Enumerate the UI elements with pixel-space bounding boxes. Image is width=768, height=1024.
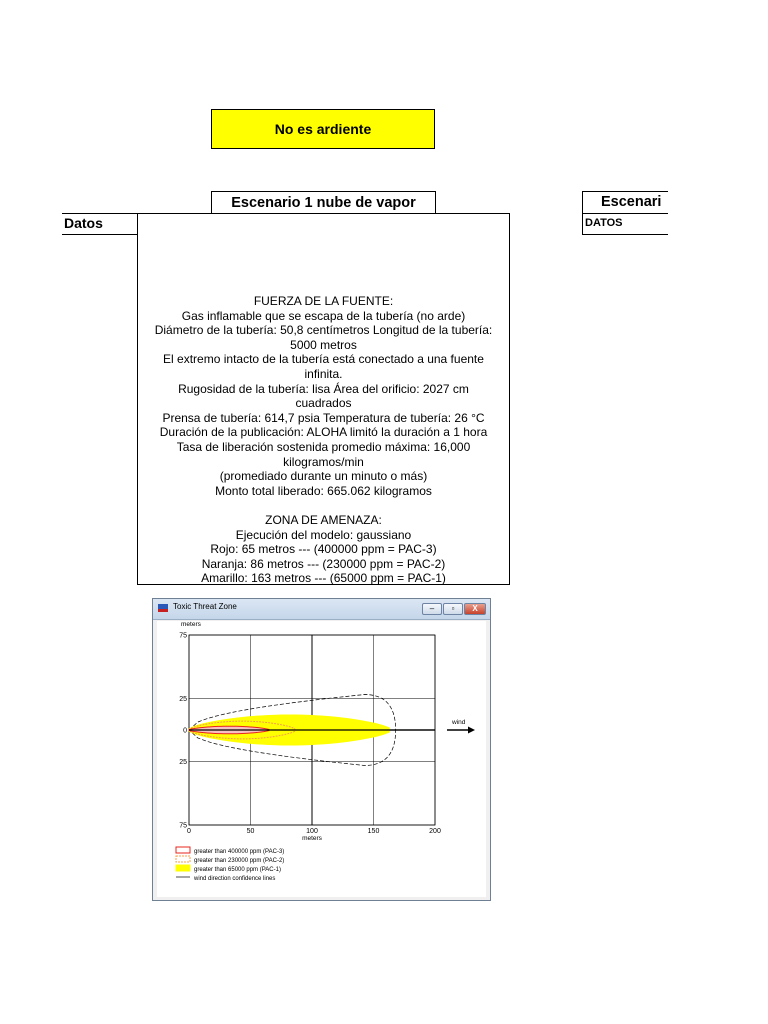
legend-swatch-orange [176, 856, 190, 862]
y-tick-label: 0 [183, 727, 187, 735]
y-tick-label: 75 [179, 822, 187, 830]
detail-line: 5000 metros [290, 337, 357, 352]
x-tick-label: 200 [429, 828, 441, 835]
threat-zone-chart [157, 621, 486, 897]
detail-line: kilogramos/min [283, 454, 364, 469]
toxic-threat-zone-window[interactable] [152, 598, 491, 901]
detail-line: Prensa de tubería: 614,7 psia Temperatura de tubería: 26 °C [162, 410, 485, 425]
wind-arrow-icon [468, 727, 475, 734]
app-icon [158, 604, 168, 612]
x-tick-label: 100 [306, 828, 318, 835]
window-title: Toxic Threat Zone [173, 602, 237, 611]
detail-line: FUERZA DE LA FUENTE: [253, 294, 394, 308]
detail-line: Monto total liberado: 665.062 kilogramos [215, 483, 432, 498]
detail-line: Rojo: 65 metros --- (400000 ppm = PAC-3) [210, 542, 437, 557]
maximize-button[interactable]: ▫ [443, 603, 463, 615]
detail-line: Gas inflamable que se escapa de la tubería (no arde) [181, 308, 466, 323]
x-tick-label: 50 [246, 828, 255, 835]
detail-line: (promediado durante un minuto o más) [219, 469, 428, 484]
detail-line: Rugosidad de la tubería: lisa Área del orificio: 2027 cm [178, 381, 469, 396]
status-label: No es ardiente [274, 121, 372, 137]
detail-line [138, 498, 509, 513]
y-tick-label: 25 [179, 695, 187, 703]
scenario1-data-label: Datos [62, 213, 138, 235]
detail-line: Duración de la publicación: ALOHA limitó la duración a 1 hora [159, 425, 488, 440]
scenario2-data-label: DATOS [582, 213, 668, 235]
detail-line: Diámetro de la tubería: 50,8 centímetros Longitud de la tubería: [154, 323, 493, 338]
x-tick-label: 150 [367, 828, 380, 835]
legend-label: wind direction confidence lines [194, 876, 276, 882]
scenario1-details-box [137, 213, 510, 585]
detail-line: cuadrados [295, 396, 352, 411]
legend-swatch-red [176, 847, 190, 853]
y-axis-label: meters [181, 621, 201, 628]
scenario1-title: Escenario 1 nube de vapor [211, 191, 436, 214]
detail-line: ZONA DE AMENAZA: [265, 512, 382, 527]
detail-line: El extremo intacto de la tubería está conectado a una fuente [163, 352, 484, 367]
close-button[interactable]: X [464, 603, 486, 615]
legend-swatch-yellow [176, 865, 190, 871]
scenario2-title: Escenari [582, 191, 668, 214]
y-tick-label: 75 [179, 632, 187, 640]
detail-line: Naranja: 86 metros --- (230000 ppm = PAC-2) [201, 556, 446, 571]
window-titlebar[interactable] [153, 599, 490, 620]
legend-label: greater than 400000 ppm (PAC-3) [194, 849, 285, 855]
chart-area [157, 621, 486, 897]
x-axis-label: meters [302, 835, 322, 842]
detail-line: Ejecución del modelo: gaussiano [235, 527, 412, 542]
wind-label: wind [452, 719, 466, 726]
detail-line: infinita. [304, 366, 343, 381]
legend-label: greater than 230000 ppm (PAC-2) [194, 858, 285, 864]
y-tick-label: 25 [179, 759, 187, 767]
detail-line: Tasa de liberación sostenida promedio máxima: 16,000 [176, 439, 471, 454]
status-banner [211, 109, 435, 149]
detail-line: Amarillo: 163 metros --- (65000 ppm = PAC-1) [201, 571, 446, 586]
minimize-button[interactable]: – [422, 603, 442, 615]
scenario1-details-text [138, 294, 509, 586]
x-tick-label: 0 [187, 828, 191, 835]
legend-label: greater than 65000 ppm (PAC-1) [194, 867, 281, 873]
